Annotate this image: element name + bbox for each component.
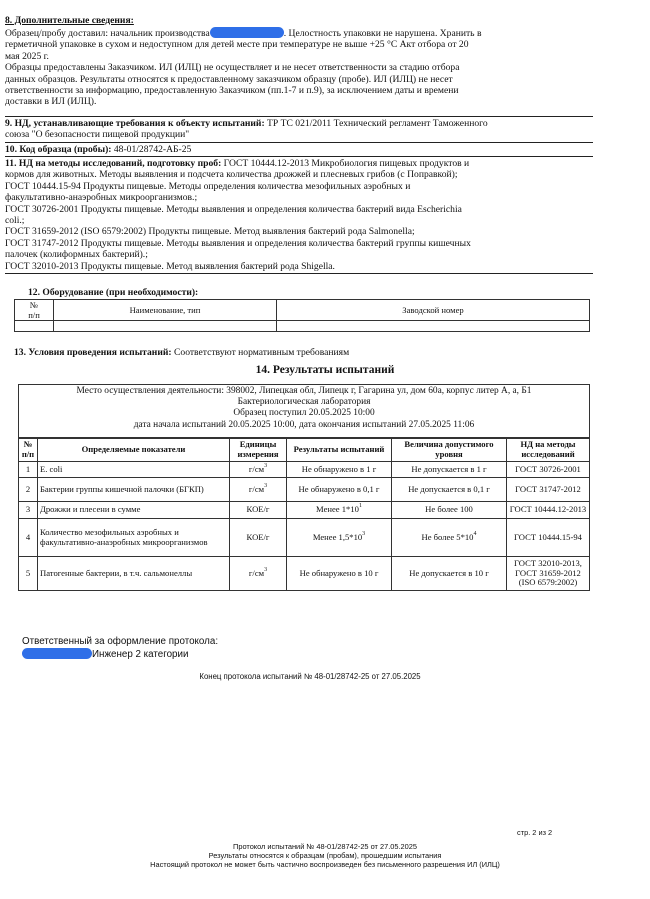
indicator-cell: Бактерии группы кишечной палочки (БГКП): [38, 478, 230, 502]
delivered-by-text: Образец/пробу доставил: начальник производства: [5, 28, 210, 39]
responsible-label: Ответственный за оформление протокола:: [22, 636, 219, 647]
norm-cell: Не допускается в 1 г: [392, 462, 507, 478]
section-9-label: 9. НД, устанавливающие требования к объекту испытаний:: [5, 118, 265, 129]
responsibility-text-2: данных образцов. Результаты относятся к предоставленному заказчиком образцу (пробе). ИЛ (ИЛЦ) не несет: [5, 73, 453, 85]
row-number: 2: [19, 478, 38, 502]
result-cell: Не обнаружено в 0,1 г: [287, 478, 392, 502]
col-name: Наименование, тип: [54, 300, 277, 321]
equipment-table: [14, 299, 590, 332]
result-cell: Менее $1,5*10^3$: [287, 519, 392, 557]
page-number: стр. 2 из 2: [517, 828, 553, 837]
responsibility-text-4: доставки в ИЛ (ИЛЦ).: [5, 96, 97, 108]
header-result: Результаты испытаний: [287, 438, 392, 462]
section-9-value: ТР ТС 021/2011 Технический регламент Таможенного: [264, 118, 488, 129]
results-title: 14. Результаты испытаний: [255, 364, 395, 376]
row-number: 4: [19, 519, 38, 557]
table-row: [19, 502, 590, 519]
responsibility-text-3: ответственности за информацию, предоставленную Заказчиком (пп.1-7 и п.9), за исключением даты и времени: [5, 85, 459, 97]
received-text: Образец поступил 20.05.2025 10:00: [233, 408, 375, 419]
location-text: Место осуществления деятельности: 398002, Липецкая обл, Липецк г, Гагарина ул, дом 60а, корпус литер А, а, Б1: [76, 386, 532, 396]
section-8-text: [5, 27, 645, 108]
package-intact-text: . Целостность упаковки не нарушена. Хранить в: [283, 28, 482, 39]
section-9-value-cont: союза "О безопасности пищевой продукции": [5, 129, 190, 141]
norm-cell: Не более 100: [392, 502, 507, 519]
result-cell: Не обнаружено в 1 г: [287, 462, 392, 478]
footer-results-note: Результаты относятся к образцам (пробам), прошедшим испытания: [208, 851, 442, 860]
col-number: № п/п: [15, 300, 54, 321]
footer-copy-note: Настоящий протокол не может быть частично воспроизведен без письменного разрешения ИЛ (ИЛЦ): [150, 860, 500, 869]
table-row: [19, 519, 590, 557]
redaction-mark: [210, 27, 284, 38]
header-method: НД на методы исследований: [507, 438, 590, 462]
empty-cell: [54, 321, 277, 332]
method-text-8: ГОСТ 31747-2012 Продукты пищевые. Методы выявления и определения количества бактерий группы кишечных: [5, 237, 471, 249]
indicator-cell: E. coli: [38, 462, 230, 478]
unit-cell: КОЕ/г: [230, 519, 287, 557]
test-dates: дата начала испытаний 20.05.2025 10:00, дата окончания испытаний 27.05.2025 11:06: [133, 419, 475, 430]
norm-cell: Не допускается в 0,1 г: [392, 478, 507, 502]
method-text-3: ГОСТ 10444.15-94 Продукты пищевые. Методы определения количества мезофильных аэробных и: [5, 180, 411, 192]
section-9: [5, 118, 645, 141]
responsible-role: Инженер 2 категории: [92, 649, 189, 660]
section-12-label: 12. Оборудование (при необходимости):: [28, 287, 199, 298]
unit-cell: $г/см^3$: [230, 462, 287, 478]
section-10: [5, 144, 191, 155]
method-cell: ГОСТ 10444.12-2013: [507, 502, 590, 519]
lab-name: Бактериологическая лаборатория: [237, 397, 371, 408]
method-text-6: coli.;: [5, 215, 25, 227]
empty-cell: [277, 321, 590, 332]
table-row: [19, 478, 590, 502]
lab-info-box: [18, 384, 590, 439]
divider: [5, 273, 593, 274]
empty-cell: [15, 321, 54, 332]
conditions-value: Соответствуют нормативным требованиям: [171, 347, 350, 358]
method-cell: ГОСТ 31747-2012: [507, 478, 590, 502]
section-13-label: 13. Условия проведения испытаний:: [14, 347, 172, 358]
results-table: [18, 437, 590, 591]
indicator-cell: Дрожжи и плесени в сумме: [38, 502, 230, 519]
protocol-end-text: Конец протокола испытаний № 48-01/28742-25 от 27.05.2025: [199, 672, 421, 681]
section-8-heading: 8. Дополнительные сведения:: [5, 15, 134, 26]
method-text-5: ГОСТ 30726-2001 Продукты пищевые. Методы выявления и определения количества бактерий вида Escherichia: [5, 203, 462, 215]
method-cell: ГОСТ 32010-2013, ГОСТ 31659-2012 (ISO 6579:2002): [507, 557, 590, 591]
footer-protocol: Протокол испытаний № 48-01/28742-25 от 27.05.2025: [233, 842, 417, 851]
divider: [5, 116, 593, 117]
col-serial: Заводской номер: [277, 300, 590, 321]
unit-cell: $г/см^3$: [230, 478, 287, 502]
method-text-9: палочек (колиформных бактерий).;: [5, 249, 148, 261]
method-cell: ГОСТ 10444.15-94: [507, 519, 590, 557]
method-text-7: ГОСТ 31659-2012 (ISO 6579:2002) Продукты пищевые. Метод выявления бактерий рода Salmonella;: [5, 226, 415, 238]
table-row: [19, 557, 590, 591]
storage-text: герметичной упаковке в сухом и недоступном для детей месте при температуре не выше +25 °С Акт отбора от 20: [5, 39, 469, 51]
footer: [0, 842, 650, 869]
method-text-4: факультативно-анаэробных микроорганизмов.;: [5, 192, 198, 204]
unit-cell: $г/см^3$: [230, 557, 287, 591]
method-text-1: ГОСТ 10444.12-2013 Микробиология пищевых продуктов и: [221, 158, 470, 169]
norm-cell: Не более $5*10^4$: [392, 519, 507, 557]
unit-cell: КОЕ/г: [230, 502, 287, 519]
result-cell: Менее $1*10^1$: [287, 502, 392, 519]
norm-cell: Не допускается в 10 г: [392, 557, 507, 591]
redaction-mark: [22, 648, 92, 659]
header-indicator: Определяемые показатели: [38, 438, 230, 462]
result-cell: Не обнаружено в 10 г: [287, 557, 392, 591]
row-number: 3: [19, 502, 38, 519]
method-text-10: ГОСТ 32010-2013 Продукты пищевые. Метод выявления бактерий рода Shigella.: [5, 260, 335, 272]
row-number: 5: [19, 557, 38, 591]
section-10-label: 10. Код образца (пробы):: [5, 144, 112, 155]
act-date-text: мая 2025 г.: [5, 50, 49, 62]
indicator-cell: Патогенные бактерии, в т.ч. сальмонеллы: [38, 557, 230, 591]
section-13: [14, 347, 349, 358]
responsible-block: [22, 636, 218, 661]
divider: [5, 156, 593, 157]
method-cell: ГОСТ 30726-2001: [507, 462, 590, 478]
header-number: № п/п: [19, 438, 38, 462]
header-norm: Величина допустимого уровня: [392, 438, 507, 462]
sample-code: 48-01/28742-АБ-25: [111, 144, 192, 155]
method-text-2: кормов для животных. Методы выявления и подсчета количества дрожжей и плесневых грибов (с Поправкой);: [5, 169, 458, 181]
section-11-label: 11. НД на методы исследований, подготовку проб:: [5, 158, 222, 169]
indicator-cell: Количество мезофильных аэробных и факультативно-анаэробных микроорганизмов: [38, 519, 230, 557]
table-row: [19, 462, 590, 478]
row-number: 1: [19, 462, 38, 478]
responsibility-text-1: Образцы предоставлены Заказчиком. ИЛ (ИЛЦ) не осуществляет и не несет ответственности за стадию отбора: [5, 62, 460, 74]
divider: [5, 142, 593, 143]
header-unit: Единицы измерения: [230, 438, 287, 462]
section-11: [5, 158, 645, 272]
